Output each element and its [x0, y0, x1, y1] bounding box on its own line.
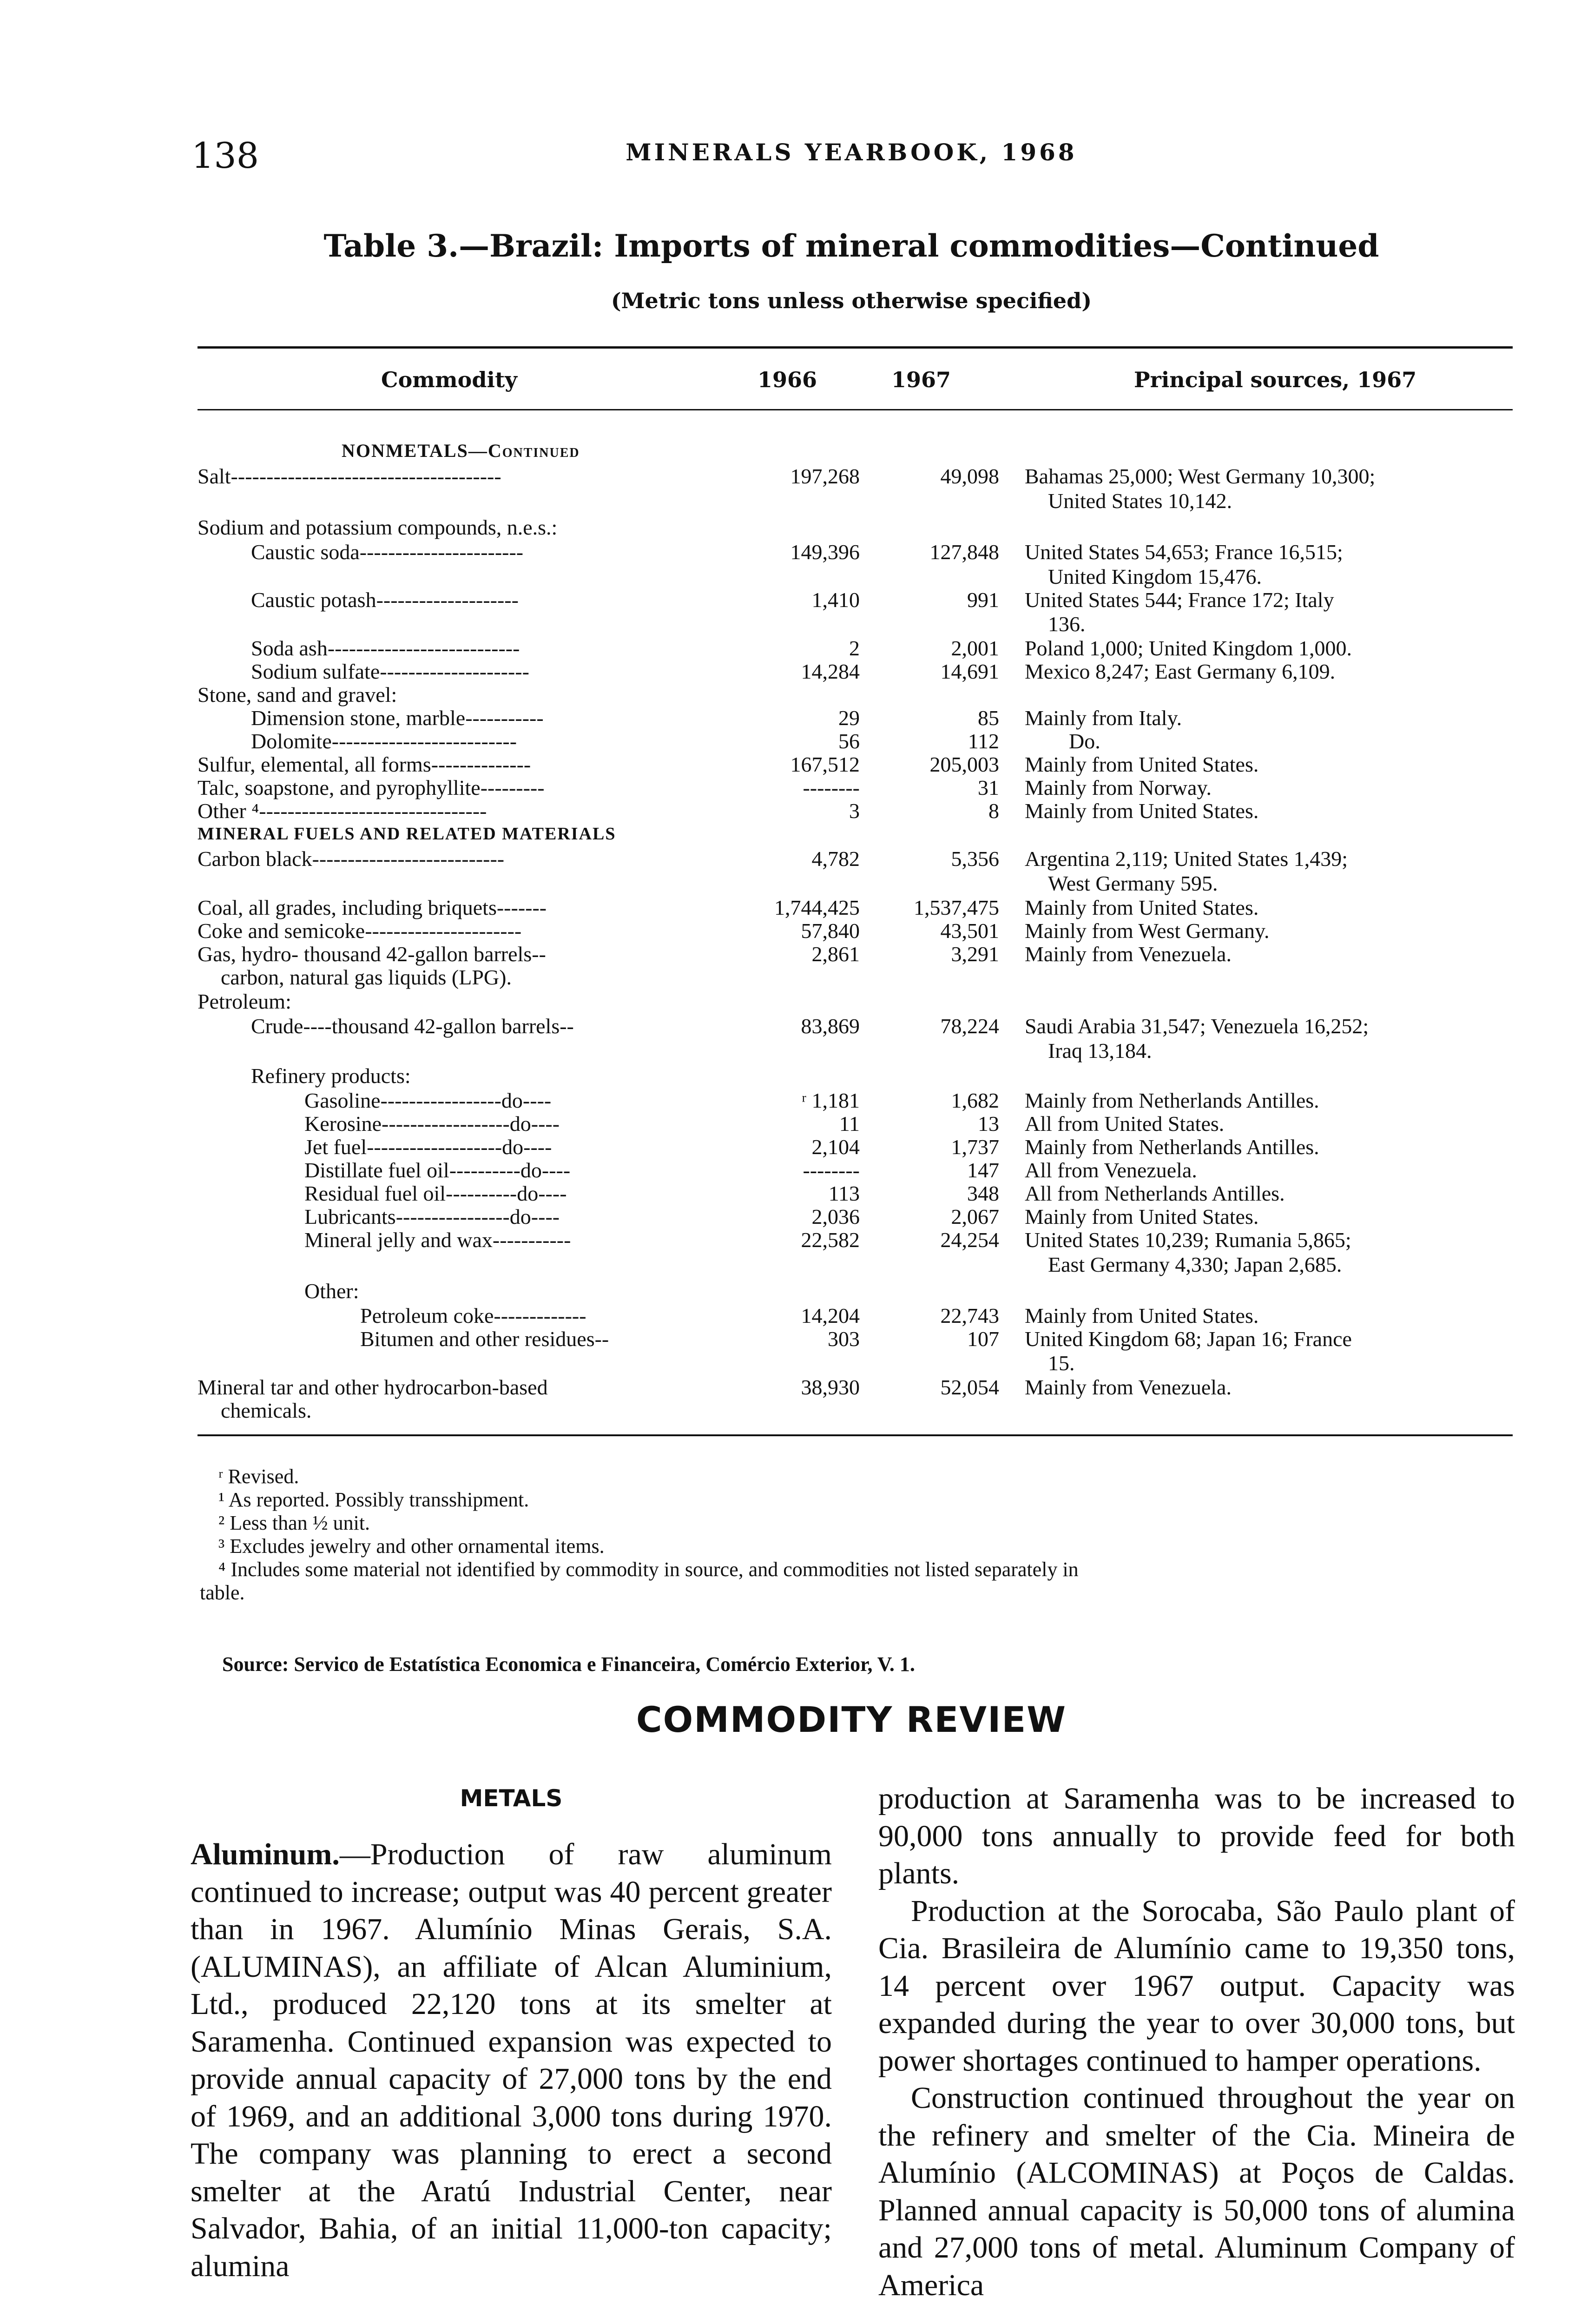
table-cell-sources: Mainly from Italy.	[1025, 706, 1182, 730]
table-cell-1966: 11	[839, 1112, 860, 1136]
table-row-label: Petroleum:	[198, 990, 291, 1013]
table-cell-1967: 13	[978, 1112, 999, 1136]
footnote-revised: ʳ Revised.	[218, 1465, 299, 1488]
table-row-label: Gasoline-----------------do----	[304, 1089, 552, 1112]
table-cell-1966: 2,861	[811, 942, 860, 966]
table-cell-sources-cont: West Germany 595.	[1048, 872, 1218, 895]
table-cell-sources: Argentina 2,119; United States 1,439;	[1025, 847, 1348, 871]
table-cell-1967: 8	[988, 799, 999, 823]
table-source-note: Source: Servico de Estatística Economica e Financeira, Comércio Exterior, V. 1.	[222, 1653, 915, 1676]
column-header-commodity: Commodity	[381, 367, 517, 392]
table-row-label: Distillate fuel oil----------do----	[304, 1158, 571, 1182]
table-cell-1966: 22,582	[801, 1228, 860, 1252]
table-cell-1967: 1,682	[951, 1089, 999, 1112]
table-cell-sources-cont: 15.	[1048, 1351, 1075, 1375]
table-cell-1966: --------	[803, 776, 860, 799]
table-row-label: Refinery products:	[251, 1064, 411, 1088]
table-cell-sources: Mainly from United States.	[1025, 799, 1259, 823]
table-cell-1966: 14,204	[801, 1304, 860, 1327]
table-cell-sources: Poland 1,000; United Kingdom 1,000.	[1025, 636, 1352, 660]
aluminum-text: —Production of raw aluminum continued to increase; output was 40 percent greater than in 1967. Alumínio Minas Gerais, S.A. (ALUMINAS), an affiliate of Alcan Aluminium, Ltd., produced 22,120 tons at its smelter at Saramenha. Continued expansion was expected to provide annual capacity of 27,000 tons by the end of 1969, and an additional 3,000 tons during 1970. The company was planning to erect a second smelter at the Aratú Industrial Center, near Salvador, Bahia, of an initial 11,000-ton capacity; alumina	[191, 1837, 832, 2283]
table-cell-1967: 24,254	[940, 1228, 999, 1252]
table-row-label: Dolomite--------------------------	[251, 729, 517, 753]
table-row-label: Stone, sand and gravel:	[198, 683, 397, 706]
table-cell-1967: 22,743	[940, 1304, 999, 1327]
table-cell-sources: Saudi Arabia 31,547; Venezuela 16,252;	[1025, 1014, 1369, 1038]
table-row-label-cont: carbon, natural gas liquids (LPG).	[221, 965, 512, 989]
table-cell-1967: 2,001	[951, 636, 999, 660]
table-bottom-rule	[198, 1434, 1513, 1436]
table-cell-1966: 167,512	[790, 753, 860, 776]
table-cell-sources: Mainly from Netherlands Antilles.	[1025, 1135, 1319, 1159]
footnote-4-cont: table.	[200, 1581, 245, 1604]
table-cell-1966: ʳ 1,181	[802, 1089, 860, 1112]
table-cell-sources: Mainly from Norway.	[1025, 776, 1212, 799]
table-row-label: Kerosine------------------do----	[304, 1112, 560, 1136]
table-cell-sources-cont: United Kingdom 15,476.	[1048, 565, 1262, 588]
table-cell-1967: 49,098	[940, 464, 999, 488]
footnote-4: ⁴ Includes some material not identified by commodity in source, and commodities not listed separately in	[218, 1558, 1079, 1581]
table-cell-1966: 14,284	[801, 660, 860, 683]
table-row-label: Salt--------------------------------------	[198, 464, 501, 488]
table-row-label: Coke and semicoke----------------------	[198, 919, 522, 943]
table-cell-sources-cont: Iraq 13,184.	[1048, 1039, 1152, 1063]
table-row-label: Carbon black---------------------------	[198, 847, 505, 871]
table-cell-1966: 3	[849, 799, 860, 823]
table-row-label: Soda ash---------------------------	[251, 636, 520, 660]
table-cell-1967: 14,691	[940, 660, 999, 683]
table-top-rule	[198, 346, 1513, 349]
table-cell-sources-cont: East Germany 4,330; Japan 2,685.	[1048, 1253, 1342, 1276]
table-cell-1966: 38,930	[801, 1375, 860, 1399]
paragraph: production at Saramenha was to be increased to 90,000 tons annually to provide feed for both plants.	[878, 1782, 1515, 1890]
table-cell-sources: United States 10,239; Rumania 5,865;	[1025, 1228, 1351, 1252]
table-cell-1966: 2,104	[811, 1135, 860, 1159]
table-cell-sources: Mainly from Venezuela.	[1025, 942, 1232, 966]
table-cell-1967: 52,054	[940, 1375, 999, 1399]
table-cell-sources: Mainly from Netherlands Antilles.	[1025, 1089, 1319, 1112]
table-cell-sources: United States 54,653; France 16,515;	[1025, 540, 1343, 564]
right-column-text	[878, 1780, 1515, 2304]
table-cell-sources: Mainly from Venezuela.	[1025, 1375, 1232, 1399]
table-row-label: Crude----thousand 42-gallon barrels--	[251, 1014, 574, 1038]
table-cell-1966: 2,036	[811, 1205, 860, 1228]
table-cell-sources: Mainly from United States.	[1025, 1205, 1259, 1228]
aluminum-lead: Aluminum.	[191, 1837, 340, 1871]
table-cell-sources: All from Netherlands Antilles.	[1025, 1182, 1285, 1205]
table-cell-1967: 127,848	[929, 540, 999, 564]
paragraph: Construction continued throughout the year on the refinery and smelter of the Cia. Mineira de Alumínio (ALCOMINAS) at Poços de Caldas. Planned annual capacity is 50,000 tons of alumina and 27,000 tons of metal. Aluminum Company of America	[878, 2081, 1515, 2302]
table-cell-1967: 3,291	[951, 942, 999, 966]
table-row-label: Residual fuel oil----------do----	[304, 1182, 567, 1205]
table-row-label: Gas, hydro- thousand 42-gallon barrels--	[198, 942, 546, 966]
table-row-label: Caustic soda-----------------------	[251, 540, 524, 564]
table-cell-sources: Mainly from United States.	[1025, 896, 1259, 919]
table-cell-1967: 85	[978, 706, 999, 730]
column-header-sources: Principal sources, 1967	[1134, 367, 1417, 392]
footnote-2: ² Less than ½ unit.	[218, 1512, 370, 1534]
table-cell-1967: 1,537,475	[914, 896, 999, 919]
table-cell-1967: 5,356	[951, 847, 999, 871]
table-cell-1967: 147	[967, 1158, 999, 1182]
table-row-label: Bitumen and other residues--	[360, 1327, 609, 1351]
table-row-label: Caustic potash--------------------	[251, 588, 519, 612]
aluminum-paragraph	[191, 1836, 832, 2285]
table-cell-sources: Bahamas 25,000; West Germany 10,300;	[1025, 464, 1376, 488]
table-cell-1966: --------	[803, 1158, 860, 1182]
metals-heading: METALS	[460, 1785, 563, 1812]
table-subtitle: (Metric tons unless otherwise specified)	[611, 288, 1092, 313]
column-header-1967: 1967	[891, 367, 951, 392]
table-cell-1966: 4,782	[811, 847, 860, 871]
paragraph: Production at the Sorocaba, São Paulo plant of Cia. Brasileira de Alumínio came to 19,350 tons, 14 percent over 1967 output. Capacity was expanded during the year to over 30,000 tons, but power shortages continued to hamper operations.	[878, 1894, 1515, 2078]
table-cell-1966: 83,869	[801, 1014, 860, 1038]
table-cell-sources: Mexico 8,247; East Germany 6,109.	[1025, 660, 1336, 683]
table-cell-sources: Mainly from United States.	[1025, 753, 1259, 776]
table-section-heading: NONMETALS—Continued	[342, 440, 580, 461]
table-cell-1966: 57,840	[801, 919, 860, 943]
table-row-label: Dimension stone, marble-----------	[251, 706, 544, 730]
page-header	[191, 135, 1511, 181]
table-cell-1967: 31	[978, 776, 999, 799]
table-cell-sources: Mainly from United States.	[1025, 1304, 1259, 1327]
footnote-1: ¹ As reported. Possibly transshipment.	[218, 1488, 529, 1511]
table-cell-sources-cont: United States 10,142.	[1048, 489, 1232, 513]
table-cell-1967: 2,067	[951, 1205, 999, 1228]
table-cell-1966: 149,396	[790, 540, 860, 564]
table-cell-1967: 107	[967, 1327, 999, 1351]
table-cell-1966: 197,268	[790, 464, 860, 488]
table-row-label: Sulfur, elemental, all forms--------------	[198, 753, 531, 776]
table-row-label: Jet fuel-------------------do----	[304, 1135, 552, 1159]
table-row-label: Talc, soapstone, and pyrophyllite---------	[198, 776, 545, 799]
table-row-label: Sodium sulfate---------------------	[251, 660, 529, 683]
table-cell-1966: 29	[838, 706, 860, 730]
table-cell-1966: 303	[828, 1327, 860, 1351]
table-row-label: Coal, all grades, including briquets-------	[198, 896, 547, 919]
table-cell-sources: United States 544; France 172; Italy	[1025, 588, 1334, 612]
table-cell-1967: 112	[968, 729, 999, 753]
left-column-text	[191, 1836, 832, 2285]
table-row-label: Petroleum coke-------------	[360, 1304, 586, 1327]
table-row-label: Mineral tar and other hydrocarbon-based	[198, 1375, 548, 1399]
table-cell-1966: 1,410	[811, 588, 860, 612]
table-cell-sources: All from Venezuela.	[1025, 1158, 1197, 1182]
table-cell-sources: Do.	[1069, 729, 1100, 753]
table-cell-1966: 1,744,425	[774, 896, 860, 919]
table-cell-sources: Mainly from West Germany.	[1025, 919, 1270, 943]
table-row-label: Mineral jelly and wax-----------	[304, 1228, 571, 1252]
table-row-label: Other:	[304, 1279, 359, 1303]
table-cell-sources: All from United States.	[1025, 1112, 1225, 1136]
table-cell-1966: 2	[849, 636, 860, 660]
table-cell-1967: 43,501	[940, 919, 999, 943]
table-cell-1966: 113	[828, 1182, 860, 1205]
table-cell-1967: 1,737	[951, 1135, 999, 1159]
running-title: MINERALS YEARBOOK, 1968	[626, 139, 1077, 166]
column-header-1966: 1966	[757, 367, 817, 392]
table-cell-1967: 205,003	[929, 753, 999, 776]
table-row-label-cont: chemicals.	[221, 1399, 312, 1422]
footnote-3: ³ Excludes jewelry and other ornamental items.	[218, 1535, 605, 1558]
table-row-label: Sodium and potassium compounds, n.e.s.:	[198, 515, 558, 539]
table-cell-sources-cont: 136.	[1048, 612, 1086, 636]
table-section-heading: MINERAL FUELS AND RELATED MATERIALS	[198, 824, 616, 844]
table-cell-1967: 78,224	[940, 1014, 999, 1038]
commodity-review-heading: COMMODITY REVIEW	[636, 1699, 1067, 1740]
table-cell-sources: United Kingdom 68; Japan 16; France	[1025, 1327, 1352, 1351]
table-title: Table 3.—Brazil: Imports of mineral commodities—Continued	[323, 228, 1379, 264]
table-header-rule	[198, 409, 1513, 410]
table-row-label: Other ⁴--------------------------------	[198, 799, 487, 823]
table-cell-1967: 348	[967, 1182, 999, 1205]
table-cell-1966: 56	[838, 729, 860, 753]
table-row-label: Lubricants----------------do----	[304, 1205, 560, 1228]
table-cell-1967: 991	[967, 588, 999, 612]
page-number: 138	[191, 135, 259, 176]
